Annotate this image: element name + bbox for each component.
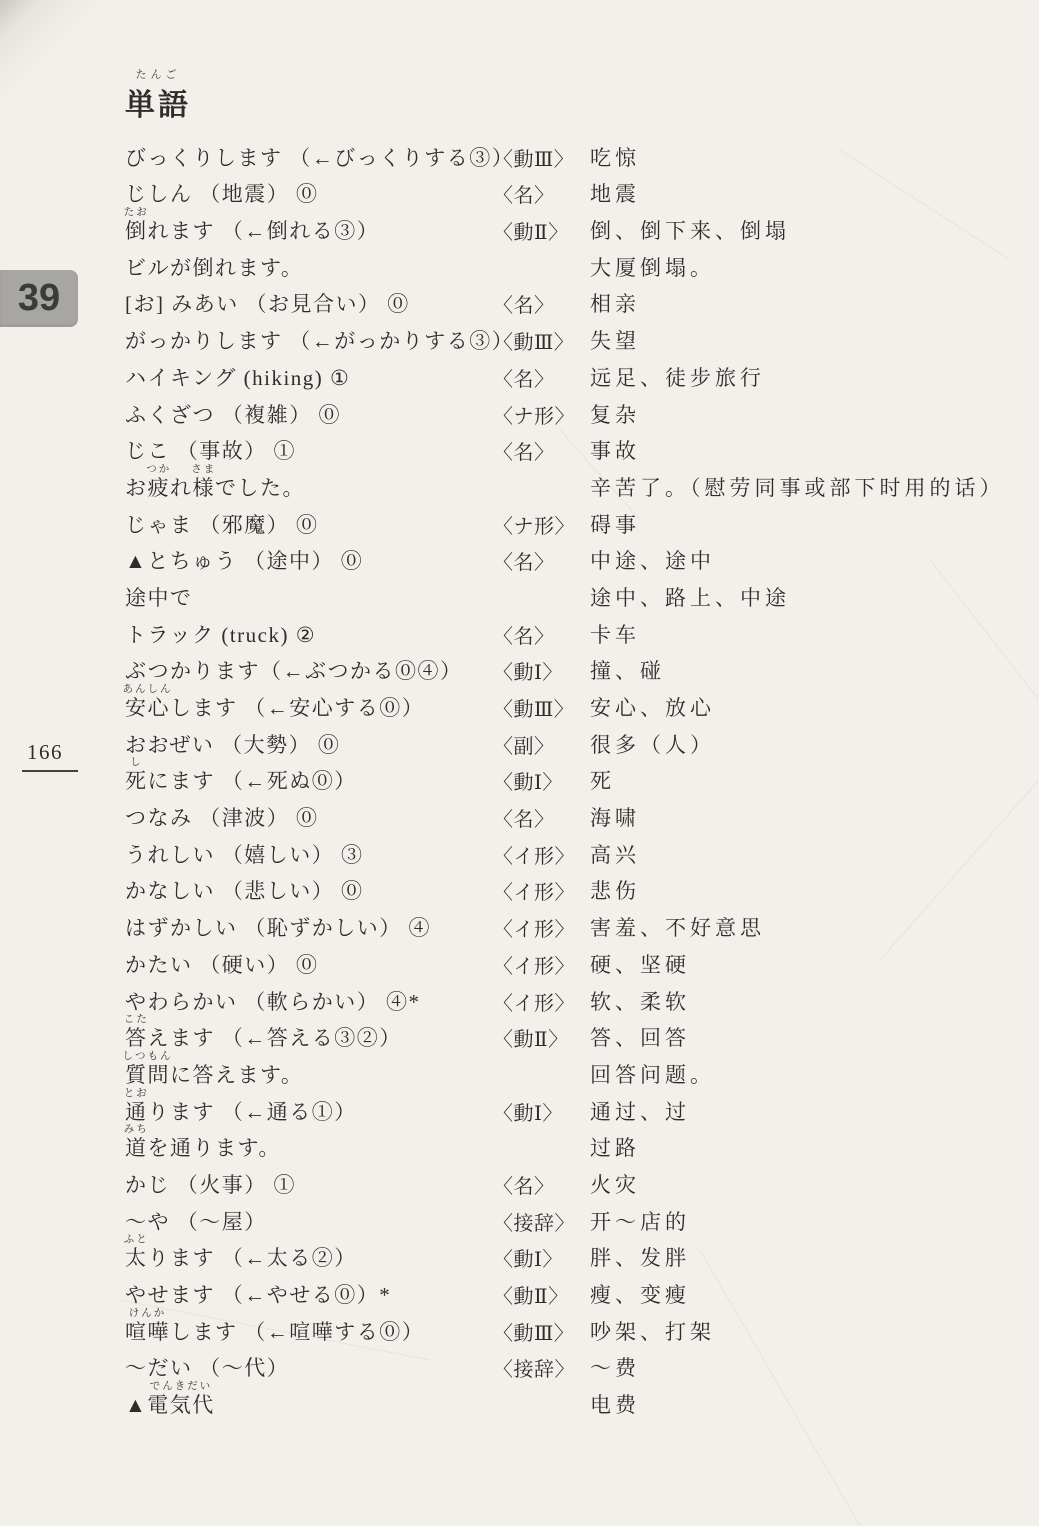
vocab-row [125, 757, 1025, 802]
furigana: こた [123, 1014, 149, 1026]
cn-meaning: 开～店的 [590, 1209, 690, 1234]
pos-tag: 〈動Ⅰ〉 [493, 772, 563, 795]
cn-meaning: 回答问题。 [590, 1062, 715, 1087]
pos-tag: 〈動Ⅰ〉 [493, 1102, 563, 1125]
jp-term: ふくざつ （複雑） ⓪ [125, 402, 341, 427]
jp-term: がっかりします （←がっかりする③） [125, 329, 515, 354]
pos-tag: 〈名〉 [493, 295, 555, 318]
jp-term: ぶつかります（←ぶつかる⓪④） [125, 659, 463, 684]
ruby-base: 倒 たお [125, 215, 148, 245]
pos-tag: 〈イ形〉 [493, 882, 575, 905]
jp-term: やせます （←やせる⓪）* [125, 1283, 392, 1307]
vocab-row [122, 1050, 1025, 1095]
cn-meaning: 很多（人） [590, 732, 715, 757]
pos-tag: 〈動Ⅱ〉 [493, 1286, 569, 1308]
vocab-row [125, 1168, 1025, 1205]
cn-meaning: 高兴 [590, 842, 640, 867]
cn-meaning: 地震 [590, 182, 640, 207]
vocab-row [125, 398, 1025, 435]
lesson-tab [0, 270, 78, 327]
scan-corner-smudge [0, 0, 95, 95]
pos-tag: 〈動Ⅲ〉 [493, 332, 575, 355]
pos-tag: 〈動Ⅲ〉 [493, 699, 575, 721]
ruby-base: 単語 たんご [125, 80, 191, 124]
jp-term: 答 こた えます （←答える③②） [125, 1022, 402, 1052]
jp-term: 通 とお ります （←通る①） [125, 1096, 357, 1126]
furigana: けんか [128, 1307, 167, 1319]
vocab-row [123, 1234, 1025, 1279]
jp-term: はずかしい （恥ずかしい） ④ [125, 916, 431, 941]
pos-tag: 〈イ形〉 [493, 992, 575, 1015]
furigana: とお [123, 1087, 149, 1099]
jp-term: つなみ （津波） ⓪ [125, 806, 319, 831]
page-number-underline [22, 770, 78, 772]
furigana: つか [146, 463, 172, 475]
cn-meaning: 火灾 [590, 1172, 640, 1197]
jp-term: おおぜい （大勢） ⓪ [125, 732, 341, 757]
cn-meaning: 软、柔软 [590, 989, 690, 1014]
vocab-row [125, 581, 1025, 618]
ruby-base: 答 こた [125, 1022, 148, 1052]
jp-term: かなしい （悲しい） ⓪ [125, 879, 364, 904]
furigana: でんきだい [149, 1381, 213, 1393]
vocab-row [125, 985, 1025, 1022]
jp-term: ビルが倒れます。 [125, 255, 304, 280]
furigana: しつもん [122, 1050, 173, 1062]
pos-tag: 〈イ形〉 [493, 919, 575, 942]
jp-term: びっくりします （←びっくりする③） [125, 145, 515, 170]
pos-tag: 〈動Ⅱ〉 [493, 1029, 569, 1052]
jp-term: かたい （硬い） ⓪ [125, 952, 319, 977]
furigana: あんしん [122, 684, 173, 695]
jp-term: 死 し にます （←死ぬ⓪） [125, 765, 357, 795]
cn-meaning: 硬、坚硬 [590, 952, 690, 977]
page-number: 166 [27, 740, 63, 764]
vocab-row [125, 251, 1025, 288]
vocab-row [125, 801, 1025, 838]
vocab-row [125, 178, 1025, 215]
jp-term: お疲 つか れ様 さま でした。 [125, 472, 305, 502]
vocab-row [125, 324, 1025, 361]
jp-term: かじ （火事） ① [125, 1172, 296, 1197]
pos-tag: 〈名〉 [493, 625, 555, 648]
cn-meaning: 卡车 [590, 622, 640, 647]
cn-meaning: 害羞、不好意思 [590, 916, 765, 941]
pos-tag: 〈副〉 [493, 735, 555, 758]
vocab-row [125, 463, 1025, 508]
pos-tag: 〈接辞〉 [493, 1359, 575, 1382]
vocab-row [122, 684, 1025, 728]
cn-meaning: 通过、过 [590, 1099, 690, 1124]
pos-tag: 〈名〉 [493, 1175, 555, 1198]
cn-meaning: 海啸 [590, 806, 640, 831]
pos-tag: 〈名〉 [493, 368, 555, 391]
pos-tag: 〈名〉 [493, 442, 555, 465]
cn-meaning: 辛苦了。（慰劳同事或部下时用的话） [590, 475, 1005, 500]
vocab-row [123, 1014, 1025, 1059]
jp-term: ～だい （～代） [125, 1356, 290, 1381]
page-title [125, 69, 191, 124]
cn-meaning: 死 [590, 769, 615, 794]
vocab-list [122, 141, 1025, 1425]
cn-meaning: 答、回答 [590, 1026, 690, 1051]
vocab-row [125, 1307, 1025, 1352]
cn-meaning: 大厦倒塌。 [590, 255, 715, 280]
cn-meaning: 悲伤 [590, 879, 640, 904]
pos-tag: 〈ナ形〉 [493, 515, 575, 538]
ruby-base: 電気代 でんきだい [147, 1389, 215, 1419]
jp-term: ～や （～屋） [125, 1209, 267, 1234]
vocab-row [125, 838, 1025, 875]
vocab-row [125, 911, 1025, 948]
pos-tag: 〈名〉 [493, 185, 555, 208]
ruby-base: 太 ふと [125, 1242, 148, 1272]
vocab-row [125, 948, 1025, 985]
jp-term: うれしい （嬉しい） ③ [125, 842, 364, 867]
vocab-row [125, 655, 1025, 692]
vocab-row [123, 1087, 1025, 1132]
vocab-row [125, 435, 1025, 472]
cn-meaning: 途中、路上、中途 [590, 585, 790, 610]
vocab-row [125, 618, 1025, 655]
cn-meaning: ～费 [590, 1356, 640, 1381]
jp-term: 太 ふと ります （←太る②） [125, 1242, 357, 1272]
vocab-row [125, 1352, 1025, 1389]
vocab-row [125, 728, 1025, 765]
cn-meaning: 碍事 [590, 512, 640, 537]
ruby-base: 安心 あんしん [125, 692, 170, 722]
pos-tag: 〈動Ⅲ〉 [493, 148, 575, 171]
vocab-row [125, 141, 1025, 178]
pos-tag: 〈名〉 [493, 809, 555, 832]
jp-term: [お] みあい （お見合い） ⓪ [125, 292, 410, 317]
pos-tag: 〈名〉 [493, 552, 555, 575]
jp-term: ▲電気代 でんきだい [125, 1389, 215, 1419]
jp-term: じこ （事故） ① [125, 439, 296, 464]
ruby-base: 喧嘩 けんか [125, 1316, 170, 1346]
lesson-number: 39 [17, 277, 61, 319]
vocab-row [125, 508, 1025, 545]
ruby-base: 質問 しつもん [125, 1059, 170, 1089]
cn-meaning: 胖、发胖 [590, 1246, 690, 1271]
jp-term: やわらかい （軟らかい） ④* [125, 989, 421, 1014]
vocab-row [123, 207, 1025, 251]
vocab-row [125, 875, 1025, 912]
ruby-base: 様 さま [193, 472, 216, 502]
vocab-row [125, 545, 1025, 582]
jp-term: ハイキング (hiking) ① [125, 365, 351, 390]
jp-term: 途中で [125, 585, 193, 610]
jp-term: 安心 あんしん します （←安心する⓪） [125, 692, 424, 722]
pos-tag: 〈ナ形〉 [493, 405, 575, 428]
ruby-base: 通 とお [125, 1096, 148, 1126]
cn-meaning: 瘦、变瘦 [590, 1283, 690, 1307]
furigana: たんご [135, 69, 181, 81]
furigana: ふと [123, 1234, 149, 1246]
pos-tag: 〈動Ⅰ〉 [493, 662, 563, 685]
vocab-row [125, 288, 1025, 325]
cn-meaning: 电费 [590, 1393, 640, 1418]
cn-meaning: 远足、徒步旅行 [590, 365, 765, 390]
vocab-row [125, 1205, 1025, 1242]
cn-meaning: 事故 [590, 439, 640, 464]
cn-meaning: 复杂 [590, 402, 640, 427]
cn-meaning: 失望 [590, 329, 640, 354]
cn-meaning: 安心、放心 [590, 696, 715, 720]
jp-term: じしん （地震） ⓪ [125, 182, 319, 207]
cn-meaning: 倒、倒下来、倒塌 [590, 219, 790, 244]
jp-term: 道 みち を通ります。 [125, 1132, 281, 1162]
vocab-row [125, 361, 1025, 398]
cn-meaning: 过路 [590, 1136, 640, 1161]
pos-tag: 〈接辞〉 [493, 1212, 575, 1235]
furigana: みち [123, 1124, 149, 1136]
vocab-row [125, 1381, 1025, 1425]
jp-term: ▲とちゅう （途中） ⓪ [125, 549, 364, 574]
furigana: さま [191, 463, 217, 475]
cn-meaning: 相亲 [590, 292, 640, 317]
cn-meaning: 吵架、打架 [590, 1319, 715, 1344]
furigana: たお [123, 207, 149, 219]
ruby-base: 死 し [125, 765, 148, 795]
cn-meaning: 撞、碰 [590, 659, 665, 684]
pos-tag: 〈動Ⅰ〉 [493, 1249, 563, 1272]
pos-tag: 〈イ形〉 [493, 955, 575, 978]
vocab-row [125, 1278, 1025, 1315]
furigana: し [130, 757, 143, 769]
jp-term: 質問 しつもん に答えます。 [125, 1059, 303, 1089]
pos-tag: 〈イ形〉 [493, 845, 575, 868]
cn-meaning: 中途、途中 [590, 549, 715, 574]
ruby-base: 道 みち [125, 1132, 148, 1162]
ruby-base: 疲 つか [148, 472, 171, 502]
pos-tag: 〈動Ⅲ〉 [493, 1322, 575, 1345]
jp-term: 倒 たお れます （←倒れる③） [125, 215, 379, 245]
cn-meaning: 吃惊 [590, 145, 640, 170]
vocab-row [123, 1124, 1025, 1169]
jp-term: トラック (truck) ② [125, 622, 317, 647]
jp-term: じゃま （邪魔） ⓪ [125, 512, 319, 537]
jp-term: 喧嘩 けんか します （←喧嘩する⓪） [125, 1316, 424, 1346]
pos-tag: 〈動Ⅱ〉 [493, 222, 569, 245]
